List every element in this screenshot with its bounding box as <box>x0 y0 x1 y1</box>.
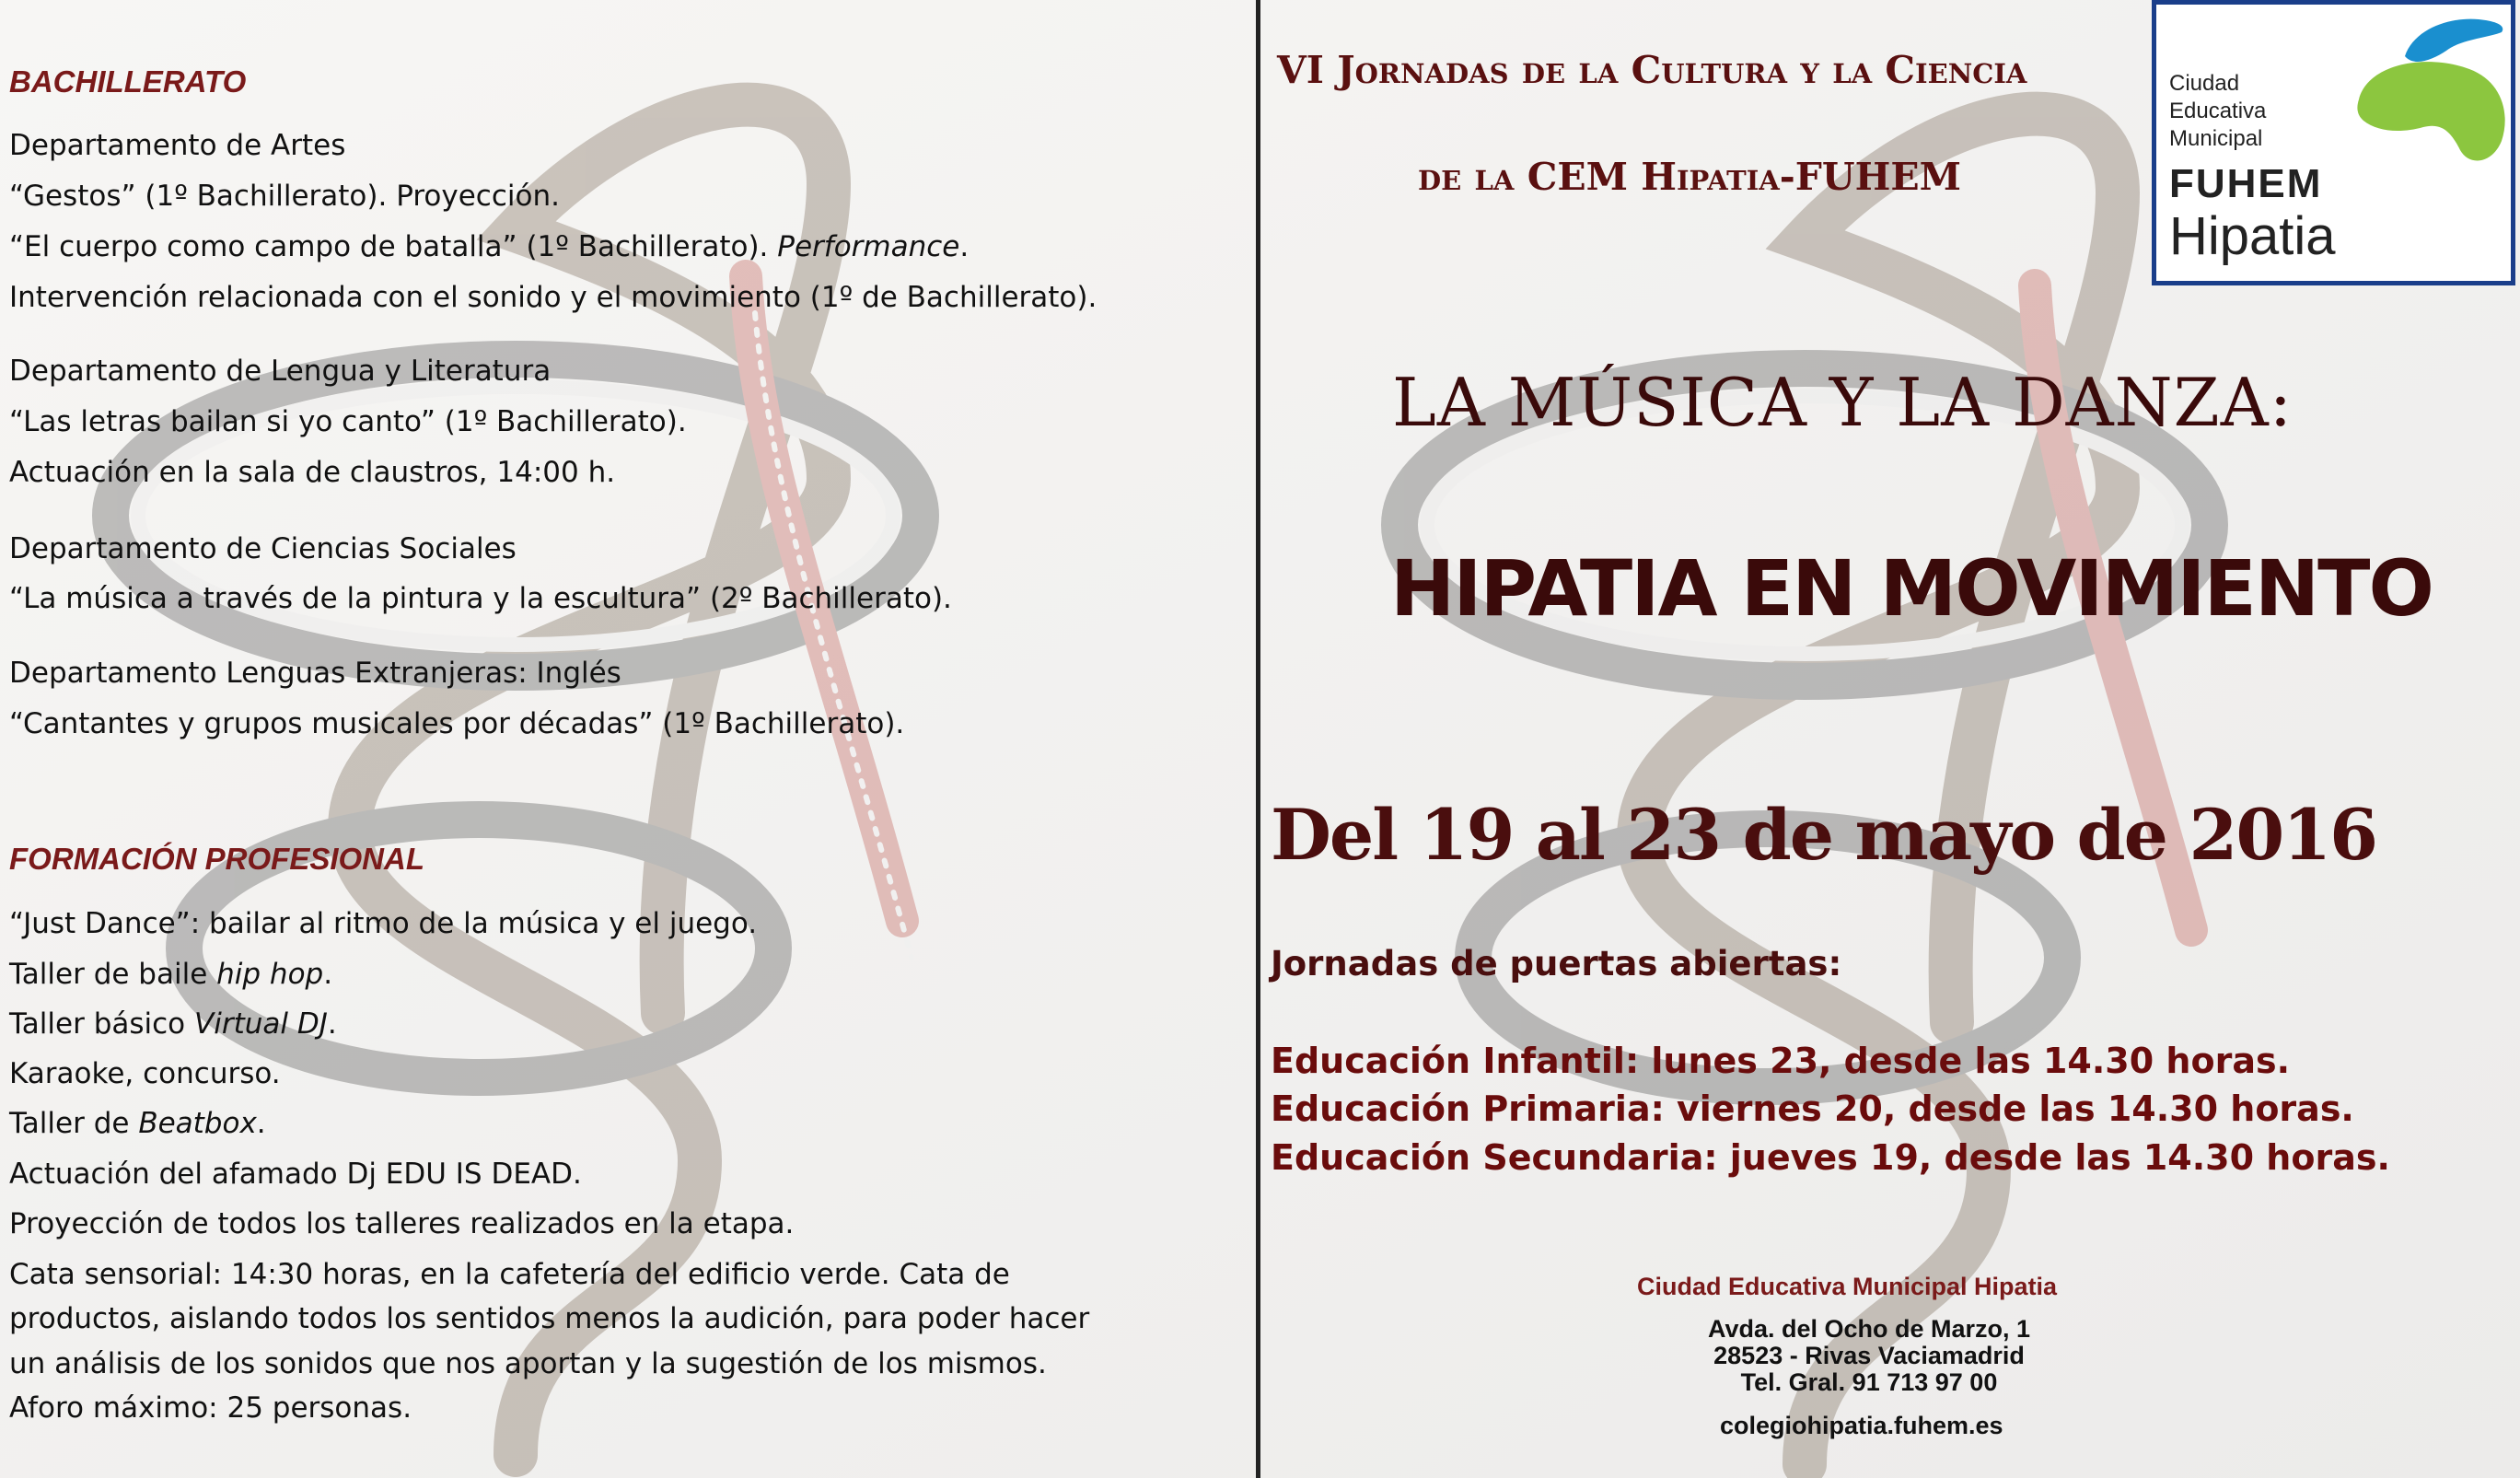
website-link[interactable]: colegiohipatia.fuhem.es <box>1720 1412 2003 1439</box>
logo-mark-icon <box>2340 12 2515 169</box>
main-title-1: LA MÚSICA Y LA DANZA: <box>1392 364 2293 441</box>
list-item: Aforo máximo: 25 personas. <box>9 1391 412 1425</box>
footer-school-name: Ciudad Educativa Municipal Hipatia <box>1637 1273 2058 1300</box>
list-item: “La música a través de la pintura y la escultura” (2º Bachillerato). <box>9 582 952 615</box>
list-item: “Gestos” (1º Bachillerato). Proyección. <box>9 180 560 213</box>
address-line: 28523 - Rivas Vaciamadrid <box>1713 1342 2025 1369</box>
list-item-italic: Performance <box>777 230 960 263</box>
list-item: Departamento de Artes <box>9 129 346 162</box>
event-title-line1: VI Jornadas de la Cultura y la Ciencia <box>1277 48 2027 92</box>
logo-text-municipal: Municipal <box>2169 126 2263 151</box>
fuhem-hipatia-logo <box>2152 0 2515 285</box>
open-day-item: Educación Secundaria: jueves 19, desde las 14.30 horas. <box>1271 1137 2390 1178</box>
main-title-2: HIPATIA EN MOVIMIENTO <box>1390 543 2433 634</box>
list-item: Departamento Lenguas Extranjeras: Inglés <box>9 657 621 690</box>
list-item <box>9 1107 266 1140</box>
list-item: Actuación en la sala de claustros, 14:00 h. <box>9 456 616 489</box>
list-item-text: Taller básico <box>9 1007 186 1041</box>
fp-heading: FORMACIÓN PROFESIONAL <box>9 842 424 876</box>
open-days-heading: Jornadas de puertas abiertas: <box>1271 944 1842 983</box>
list-item-text: Taller de <box>9 1107 130 1140</box>
list-item: “Cantantes y grupos musicales por décadas” (1º Bachillerato). <box>9 707 905 740</box>
list-item-italic: Virtual DJ <box>194 1007 328 1041</box>
list-item-text: “El cuerpo como campo de batalla” (1º Bachillerato). <box>9 230 769 263</box>
list-item: “Las letras bailan si yo canto” (1º Bachillerato). <box>9 405 687 438</box>
open-day-item: Educación Infantil: lunes 23, desde las 14.30 horas. <box>1271 1041 2291 1081</box>
open-day-item: Educación Primaria: viernes 20, desde las 14.30 horas. <box>1271 1088 2354 1129</box>
event-dates: Del 19 al 23 de mayo de 2016 <box>1271 794 2377 876</box>
event-title-line2: de la CEM Hipatia-FUHEM <box>1418 155 1962 199</box>
left-panel <box>0 0 1256 1478</box>
list-item: Intervención relacionada con el sonido y el movimiento (1º de Bachillerato). <box>9 281 1097 314</box>
logo-text-ciudad: Ciudad <box>2169 71 2240 96</box>
logo-text-educativa: Educativa <box>2169 99 2267 123</box>
list-item: productos, aislando todos los sentidos menos la audición, para poder hacer <box>9 1302 1090 1335</box>
list-item: Proyección de todos los talleres realizados en la etapa. <box>9 1207 795 1240</box>
list-item-punct: . <box>323 958 333 991</box>
list-item-text: Taller de baile <box>9 958 208 991</box>
list-item-punct: . <box>959 230 970 263</box>
list-item: Karaoke, concurso. <box>9 1057 281 1090</box>
list-item <box>9 230 969 263</box>
list-item <box>9 958 332 991</box>
list-item-punct: . <box>256 1107 266 1140</box>
list-item-italic: Beatbox <box>138 1107 257 1140</box>
list-item: Actuación del afamado Dj EDU IS DEAD. <box>9 1158 582 1191</box>
list-item-punct: . <box>327 1007 337 1041</box>
address-line: Tel. Gral. 91 713 97 00 <box>1740 1368 1998 1396</box>
bachillerato-heading: BACHILLERATO <box>9 64 247 99</box>
list-item: Departamento de Lengua y Literatura <box>9 355 552 388</box>
list-item: Departamento de Ciencias Sociales <box>9 532 517 565</box>
address-line: Avda. del Ocho de Marzo, 1 <box>1707 1315 2031 1343</box>
list-item: un análisis de los sonidos que nos aportan y la sugestión de los mismos. <box>9 1347 1047 1380</box>
list-item-italic: hip hop <box>216 958 324 991</box>
list-item <box>9 1007 337 1041</box>
fold-divider <box>1256 0 1260 1478</box>
logo-brand: FUHEM <box>2169 161 2323 206</box>
logo-name: Hipatia <box>2169 206 2336 266</box>
list-item: Cata sensorial: 14:30 horas, en la cafetería del edificio verde. Cata de <box>9 1258 1010 1291</box>
list-item: “Just Dance”: bailar al ritmo de la música y el juego. <box>9 907 758 940</box>
